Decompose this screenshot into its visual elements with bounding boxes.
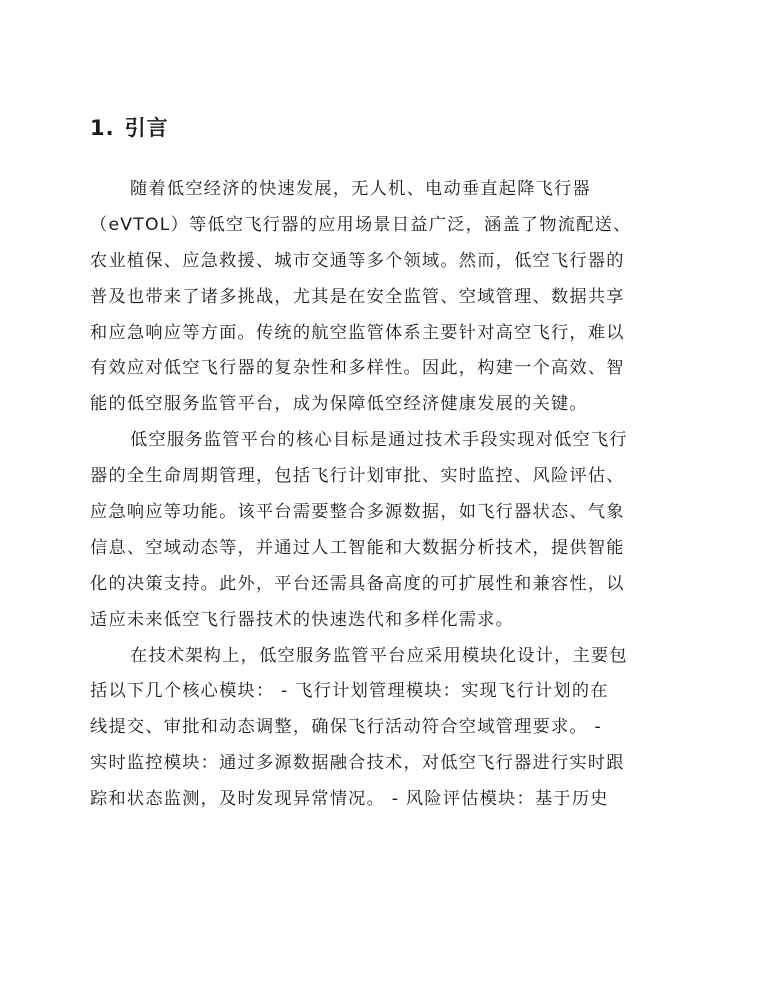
paragraph-3-line: 括以下几个核心模块： - 飞行计划管理模块：实现飞行计划的在: [90, 681, 609, 702]
paragraph-2-line: 低空服务监管平台的核心目标是通过技术手段实现对低空飞行: [130, 430, 628, 451]
paragraph-2-line: 应急响应等功能。该平台需要整合多源数据，如飞行器状态、气象: [90, 502, 625, 523]
section-heading: [90, 112, 169, 144]
paragraph-3-line: 踪和状态监测，及时发现异常情况。 - 风险评估模块：基于历史: [90, 789, 609, 810]
paragraph-1-line: （eVTOL）等低空飞行器的应用场景日益广泛，涵盖了物流配送、: [90, 214, 632, 235]
paragraph-3-line: 实时监控模块：通过多源数据融合技术，对低空飞行器进行实时跟: [90, 753, 625, 774]
paragraph-2-line: 化的决策支持。此外，平台还需具备高度的可扩展性和兼容性，以: [90, 573, 625, 594]
paragraph-2-line: 信息、空域动态等，并通过人工智能和大数据分析技术，提供智能: [90, 537, 625, 558]
paragraph-1-line: 农业植保、应急救援、城市交通等多个领域。然而，低空飞行器的: [90, 250, 625, 271]
body-text: [90, 172, 674, 818]
paragraph-1-line: 普及也带来了诸多挑战，尤其是在安全监管、空域管理、数据共享: [90, 286, 625, 307]
section-title: 引言: [124, 116, 169, 140]
paragraph-3-line: 线提交、审批和动态调整，确保飞行活动符合空域管理要求。 -: [90, 717, 602, 738]
paragraph-2-line: 器的全生命周期管理，包括飞行计划审批、实时监控、风险评估、: [90, 466, 625, 487]
paragraph-2-line: 适应未来低空飞行器技术的快速迭代和多样化需求。: [90, 609, 515, 630]
paragraph-1-line: 随着低空经济的快速发展，无人机、电动垂直起降飞行器: [130, 179, 591, 199]
paragraph-1-line: 和应急响应等方面。传统的航空监管体系主要针对高空飞行，难以: [90, 322, 625, 343]
paragraph-1-line: 能的低空服务监管平台，成为保障低空经济健康发展的关键。: [90, 394, 588, 415]
paragraph-3-line: 在技术架构上，低空服务监管平台应采用模块化设计，主要包: [130, 645, 628, 666]
section-number: 1.: [90, 116, 115, 140]
paragraph-1-line: 有效应对低空飞行器的复杂性和多样性。因此，构建一个高效、智: [90, 358, 625, 379]
